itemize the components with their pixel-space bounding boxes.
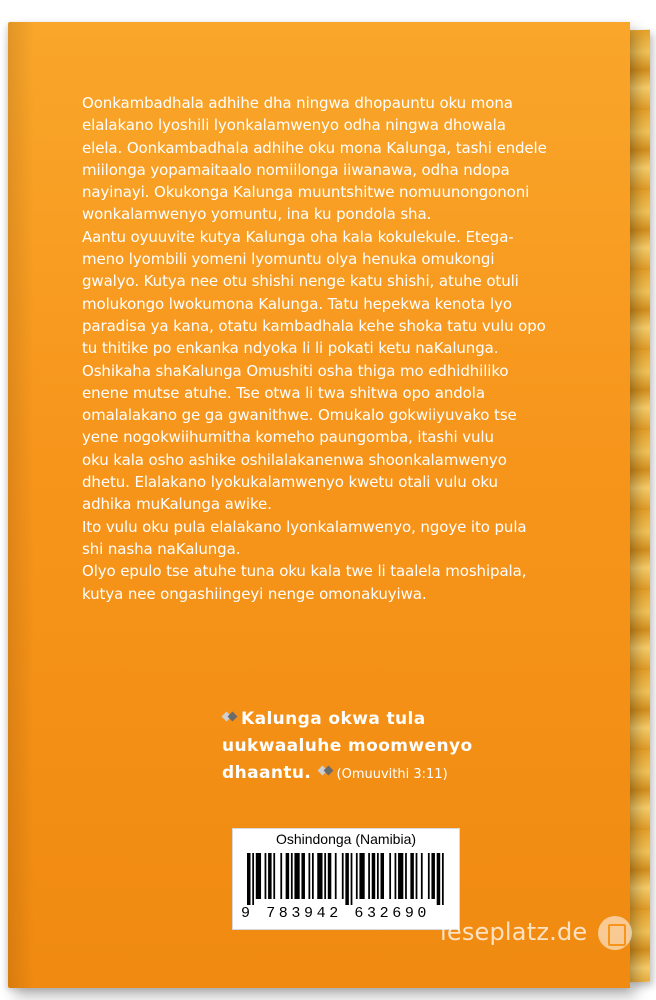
text-line: yene nogokwiihumitha komeho paungomba, itashi vulu bbox=[82, 428, 494, 447]
barcode-bar bbox=[286, 853, 290, 899]
text-line: shi nasha naKalunga. bbox=[82, 539, 241, 558]
text-line: oku kala osho ashike oshilalakanenwa shoonkalamwenyo bbox=[82, 450, 507, 469]
barcode-bar bbox=[247, 853, 251, 905]
barcode-bar bbox=[359, 853, 364, 899]
barcode-bar bbox=[324, 853, 326, 899]
barcode-bar bbox=[410, 853, 414, 899]
text-line: gwalyo. Kutya nee otu shishi nenge katu shishi, atuhe otuli bbox=[82, 272, 519, 291]
barcode-bar bbox=[342, 853, 344, 899]
text-line: wonkalamwenyo yomuntu, ina ku pondola sha. bbox=[82, 205, 432, 224]
barcode-bar bbox=[381, 853, 385, 899]
barcode-bar bbox=[280, 853, 282, 899]
barcode-bar bbox=[437, 853, 441, 905]
barcode-bar bbox=[398, 853, 403, 899]
book-logo-icon bbox=[598, 916, 632, 950]
scripture-quote bbox=[222, 706, 552, 788]
text-line: Aantu oyuuvite kutya Kalunga oha kala kokulekule. Etega- bbox=[82, 227, 514, 246]
text-line: kutya nee ongashiingeyi nenge omonakuyiwa. bbox=[82, 584, 427, 603]
quote-line-1: Kalunga okwa tula bbox=[241, 709, 426, 729]
barcode-bar bbox=[351, 853, 353, 905]
barcode-bar bbox=[291, 853, 293, 899]
paragraph-5 bbox=[82, 560, 602, 605]
paragraph-1 bbox=[82, 92, 602, 226]
barcode-bar bbox=[356, 853, 358, 899]
paragraph-3 bbox=[82, 360, 602, 516]
barcode-bar bbox=[389, 853, 391, 899]
text-line: adhika muKalunga awike. bbox=[82, 495, 272, 514]
barcode-bar bbox=[268, 853, 272, 899]
text-line: paradisa ya kana, otatu kambadhala kehe shoka tatu vulu opo bbox=[82, 316, 546, 335]
barcode-bar bbox=[252, 853, 254, 905]
text-line: tu thitike po enkanka ndyoka li li pokati ketu naKalunga. bbox=[82, 339, 499, 358]
isbn-number: 9 783942 632690 bbox=[241, 905, 431, 922]
quote-line-3: dhaantu. bbox=[222, 763, 312, 783]
barcode-bar bbox=[377, 853, 379, 899]
paragraph-4 bbox=[82, 516, 602, 561]
barcode-bar bbox=[328, 853, 332, 899]
barcode-bar bbox=[421, 853, 423, 899]
barcode-bar bbox=[428, 853, 430, 899]
barcode-bar bbox=[312, 853, 314, 899]
text-line: nayinayi. Okukonga Kalunga muuntshitwe nomuunongononi bbox=[82, 183, 530, 202]
barcode-bar bbox=[368, 853, 370, 899]
watermark-text: leseplatz.de bbox=[440, 918, 588, 946]
barcode-bar bbox=[442, 853, 444, 905]
barcode-bar bbox=[372, 853, 376, 899]
barcode-bar bbox=[416, 853, 418, 899]
barcode-language-label: Oshindonga (Namibia) bbox=[275, 831, 417, 847]
text-line: meno lyombili yomeni lyomuntu olya henuka omukongi bbox=[82, 250, 495, 269]
barcode-bar bbox=[345, 853, 349, 905]
double-diamond-icon bbox=[222, 711, 238, 723]
barcode-bars bbox=[247, 853, 449, 905]
barcode-bar bbox=[265, 853, 267, 899]
barcode-bar bbox=[335, 853, 337, 899]
barcode-bar bbox=[431, 853, 435, 899]
text-line: elela. Oonkambadhala adhihe oku mona Kalunga, tashi endele bbox=[82, 138, 547, 157]
text-line: miilonga yopamaitaalo nomiilonga iiwanawa, odha ndopa bbox=[82, 160, 510, 179]
double-diamond-icon bbox=[318, 765, 334, 777]
text-line: dhetu. Elalakano lyokukalamwenyo kwetu otali vulu oku bbox=[82, 473, 498, 492]
barcode-bar bbox=[256, 853, 261, 899]
text-line: Oonkambadhala adhihe dha ningwa dhopauntu oku mona bbox=[82, 94, 513, 112]
text-line: Oshikaha shaKalunga Omushiti osha thiga mo edhidhiliko bbox=[82, 361, 509, 380]
barcode-bar bbox=[273, 853, 275, 899]
barcode-bar bbox=[317, 853, 322, 899]
barcode-bar bbox=[405, 853, 407, 899]
barcode-bar bbox=[395, 853, 397, 899]
text-line: Ito vulu oku pula elalakano lyonkalamwenyo, ngoye ito pula bbox=[82, 517, 527, 536]
text-line: enene mutse atuhe. Tse otwa li twa shitwa opo andola bbox=[82, 383, 485, 402]
text-line: omalalakano ge ga gwanithwe. Omukalo gokwiiyuvako tse bbox=[82, 406, 517, 425]
cover-body-text bbox=[82, 92, 602, 605]
text-line: Olyo epulo tse atuhe tuna oku kala twe li taalela moshipala, bbox=[82, 562, 527, 581]
isbn-barcode-label bbox=[232, 828, 460, 930]
text-line: molukongo lwokumona Kalunga. Tatu hepekwa kenota lyo bbox=[82, 294, 512, 313]
barcode-bar bbox=[308, 853, 310, 899]
quote-reference: (Omuuvithi 3:11) bbox=[336, 767, 448, 782]
barcode-bar bbox=[301, 853, 305, 899]
text-line: elalakano lyoshili lyonkalamwenyo odha ningwa dhowala bbox=[82, 116, 506, 135]
quote-line-2: uukwaaluhe moomwenyo bbox=[222, 736, 473, 756]
barcode-bar bbox=[294, 853, 299, 899]
paragraph-2 bbox=[82, 226, 602, 360]
book-spine bbox=[628, 30, 650, 982]
